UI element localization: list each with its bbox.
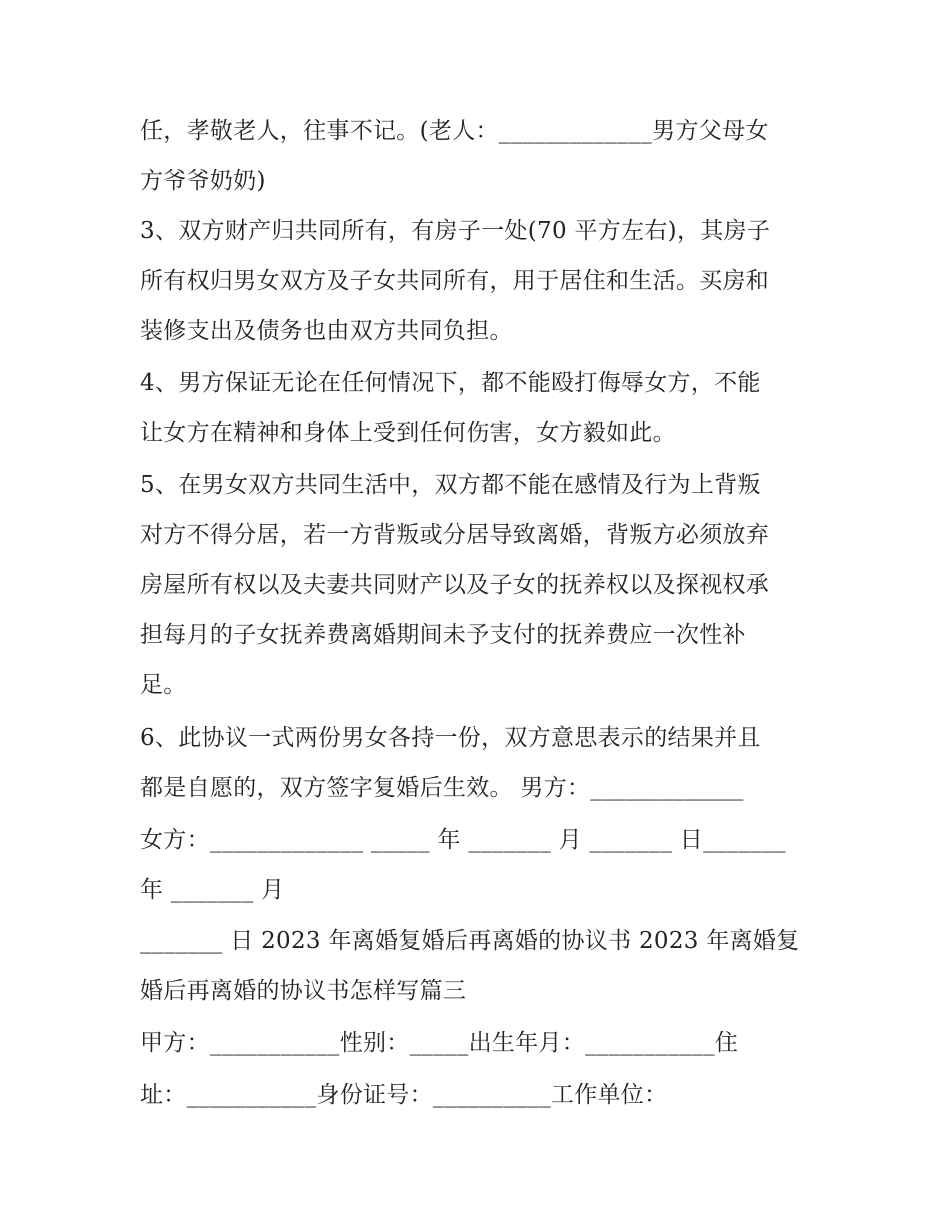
- text-line: _______ 日 2023 年离婚复婚后再离婚的协议书 2023 年离婚复: [140, 928, 800, 954]
- text-line: 房屋所有权以及夫妻共同财产以及子女的抚养权以及探视权承: [140, 572, 770, 598]
- text-line: 让女方在精神和身体上受到任何伤害，女方毅如此。: [140, 420, 676, 446]
- text-line: 年 _______ 月: [140, 877, 285, 903]
- text-line: 装修支出及债务也由双方共同负担。: [140, 318, 513, 344]
- text-line: 6、此协议一式两份男女各持一份，双方意思表示的结果并且: [140, 725, 761, 751]
- text-line: 足。: [140, 672, 187, 698]
- text-line: 3、双方财产归共同所有，有房子一处(70 平方左右)，其房子: [140, 218, 771, 244]
- text-line: 任，孝敬老人，往事不记。(老人：_____________男方父母女: [140, 118, 769, 144]
- text-line: 所有权归男女双方及子女共同所有，用于居住和生活。买房和: [140, 268, 770, 294]
- text-line: 都是自愿的，双方签字复婚后生效。 男方：_____________: [140, 775, 744, 801]
- text-line: 女方：_____________ _____ 年 _______ 月 _______ 日_______: [140, 827, 786, 853]
- text-line: 5、在男女双方共同生活中，双方都不能在感情及行为上背叛: [140, 472, 761, 498]
- text-line: 4、男方保证无论在任何情况下，都不能殴打侮辱女方，不能: [140, 370, 761, 396]
- text-line: 婚后再离婚的协议书怎样写篇三: [140, 978, 467, 1004]
- text-line: 担每月的子女抚养费离婚期间未予支付的抚养费应一次性补: [140, 622, 746, 648]
- text-line: 方爷爷奶奶): [140, 168, 266, 194]
- text-line: 对方不得分居，若一方背叛或分居导致离婚，背叛方必须放弃: [140, 522, 770, 548]
- text-line: 址：___________身份证号：__________工作单位：: [140, 1082, 668, 1108]
- text-line: 甲方：___________性别：_____出生年月：___________住: [140, 1030, 739, 1056]
